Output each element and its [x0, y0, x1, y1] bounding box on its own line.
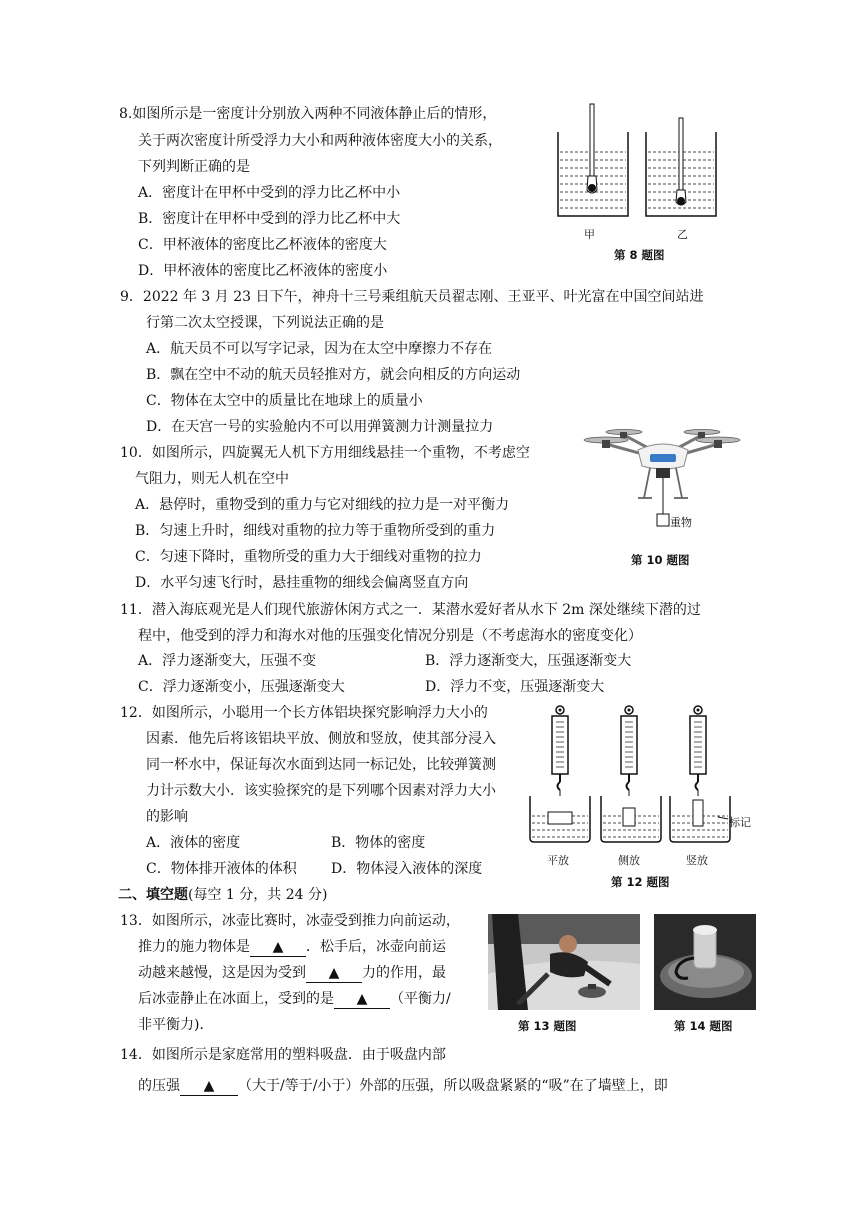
label-shufang: 竖放	[686, 854, 708, 867]
q13-text: 后冰壶静止在冰面上，受到的是	[138, 991, 334, 1007]
q13-line-3	[138, 963, 446, 983]
label-yi: 乙	[677, 228, 688, 241]
beaker-jia	[558, 104, 628, 216]
q12-caption: 第 12 题图	[611, 875, 670, 889]
spring-scale-figure	[528, 704, 748, 854]
q12-option-d: D．物体浸入液体的深度	[331, 861, 483, 877]
q10-stem-2: 气阻力，则无人机在空中	[135, 471, 289, 487]
mark-label: 标记	[729, 816, 751, 829]
q9-option-a: A．航天员不可以写字记录，因为在太空中摩擦力不存在	[146, 341, 493, 357]
q9-option-c: C．物体在太空中的质量比在地球上的质量小	[146, 393, 423, 409]
q14-caption: 第 14 题图	[674, 1019, 733, 1033]
label-cefang: 侧放	[618, 854, 640, 867]
q13-line-1: 13．如图所示，冰壶比赛时，冰壶受到推力向前运动，	[120, 913, 460, 929]
q13-line-2	[138, 937, 446, 957]
section-2-header	[118, 885, 327, 905]
q8-option-a: A．密度计在甲杯中受到的浮力比乙杯中小	[138, 185, 401, 201]
answer-blank-1[interactable]: ▲	[250, 938, 306, 957]
q11-option-c: C．浮力逐渐变小，压强逐渐变大	[138, 679, 345, 695]
drone-figure	[580, 424, 750, 536]
q9-option-d: D．在天宫一号的实验舱内不可以用弹簧测力计测量拉力	[146, 419, 494, 435]
q12-stem-5: 的影响	[146, 809, 188, 825]
q13-caption: 第 13 题图	[518, 1019, 577, 1033]
q9-stem-2: 行第二次太空授课，下列说法正确的是	[146, 315, 384, 331]
q10-option-a: A．悬停时，重物受到的重力与它对细线的拉力是一对平衡力	[135, 497, 510, 513]
weight-label: 重物	[670, 516, 692, 529]
q11-option-a: A．浮力逐渐变大，压强不变	[138, 653, 317, 669]
suction-cup-photo	[654, 914, 756, 1010]
q8-stem-2: 关于两次密度计所受浮力大小和两种液体密度大小的关系，	[138, 133, 502, 149]
label-pingfang: 平放	[547, 854, 569, 867]
section-2-note: (每空 1 分，共 24 分)	[188, 887, 328, 903]
q13-text: 推力的施力物体是	[138, 939, 250, 955]
answer-blank-3[interactable]: ▲	[334, 990, 390, 1009]
q13-line-5: 非平衡力)．	[138, 1017, 214, 1033]
q11-stem-2: 程中，他受到的浮力和海水对他的压强变化情况分别是（不考虑海水的密度变化）	[138, 628, 642, 644]
q10-option-c: C．匀速下降时，重物所受的重力大于细线对重物的拉力	[135, 549, 482, 565]
q8-stem-1: 8.如图所示是一密度计分别放入两种不同液体静止后的情形，	[119, 106, 497, 122]
q8-option-b: B．密度计在甲杯中受到的浮力比乙杯中大	[138, 211, 401, 227]
q11-stem-1: 11．潜入海底观光是人们现代旅游休闲方式之一．某潜水爱好者从水下 2m 深处继续下潜的过	[120, 602, 701, 618]
q14-text: 的压强	[138, 1078, 180, 1094]
q10-caption: 第 10 题图	[631, 553, 690, 567]
q12-option-b: B．物体的密度	[331, 835, 426, 851]
q13-text: 力的作用，最	[362, 965, 446, 981]
q10-option-b: B．匀速上升时，细线对重物的拉力等于重物所受到的重力	[135, 523, 496, 539]
q13-line-4	[138, 989, 451, 1009]
q9-stem-1: 9．2022 年 3 月 23 日下午，神舟十三号乘组航天员翟志刚、王亚平、叶光富在中国空间站进	[120, 289, 704, 305]
section-2-title: 二、填空题	[118, 887, 188, 903]
q14-line-1: 14．如图所示是家庭常用的塑料吸盘．由于吸盘内部	[120, 1047, 446, 1063]
q11-option-b: B．浮力逐渐变大，压强逐渐变大	[425, 653, 632, 669]
answer-blank-4[interactable]: ▲	[180, 1077, 238, 1096]
q11-option-d: D．浮力不变，压强逐渐变大	[425, 679, 605, 695]
q13-text: 动越来越慢，这是因为受到	[138, 965, 306, 981]
q12-stem-2: 因素．他先后将该铝块平放、侧放和竖放，使其部分浸入	[146, 731, 496, 747]
q13-text: （平衡力/	[390, 991, 451, 1007]
q12-stem-3: 同一杯水中，保证每次水面到达同一标记处，比较弹簧测	[146, 757, 496, 773]
q8-caption: 第 8 题图	[614, 248, 665, 262]
answer-blank-2[interactable]: ▲	[306, 964, 362, 983]
q14-text: （大于/等于/小于）外部的压强，所以吸盘紧紧的“吸”在了墙壁上，即	[238, 1078, 668, 1094]
q14-line-2	[138, 1076, 668, 1096]
q8-stem-3: 下列判断正确的是	[138, 159, 250, 175]
q12-stem-4: 力计示数大小．该实验探究的是下列哪个因素对浮力大小	[146, 783, 496, 799]
q10-stem-1: 10．如图所示，四旋翼无人机下方用细线悬挂一个重物，不考虑空	[120, 445, 530, 461]
q8-option-d: D．甲杯液体的密度比乙杯液体的密度小	[138, 263, 388, 279]
q12-option-a: A．液体的密度	[146, 835, 241, 851]
q12-stem-1: 12．如图所示，小聪用一个长方体铝块探究影响浮力大小的	[120, 705, 488, 721]
q13-text: ．松手后，冰壶向前运	[306, 939, 446, 955]
beaker-yi	[646, 118, 716, 216]
curling-photo	[488, 914, 640, 1010]
q8-option-c: C．甲杯液体的密度比乙杯液体的密度大	[138, 237, 387, 253]
q12-option-c: C．物体排开液体的体积	[146, 861, 297, 877]
q8-hydrometer-figure	[550, 98, 720, 228]
q10-option-d: D．水平匀速飞行时，悬挂重物的细线会偏离竖直方向	[135, 575, 469, 591]
q9-option-b: B．飘在空中不动的航天员轻推对方，就会向相反的方向运动	[146, 367, 521, 383]
label-jia: 甲	[584, 228, 595, 241]
